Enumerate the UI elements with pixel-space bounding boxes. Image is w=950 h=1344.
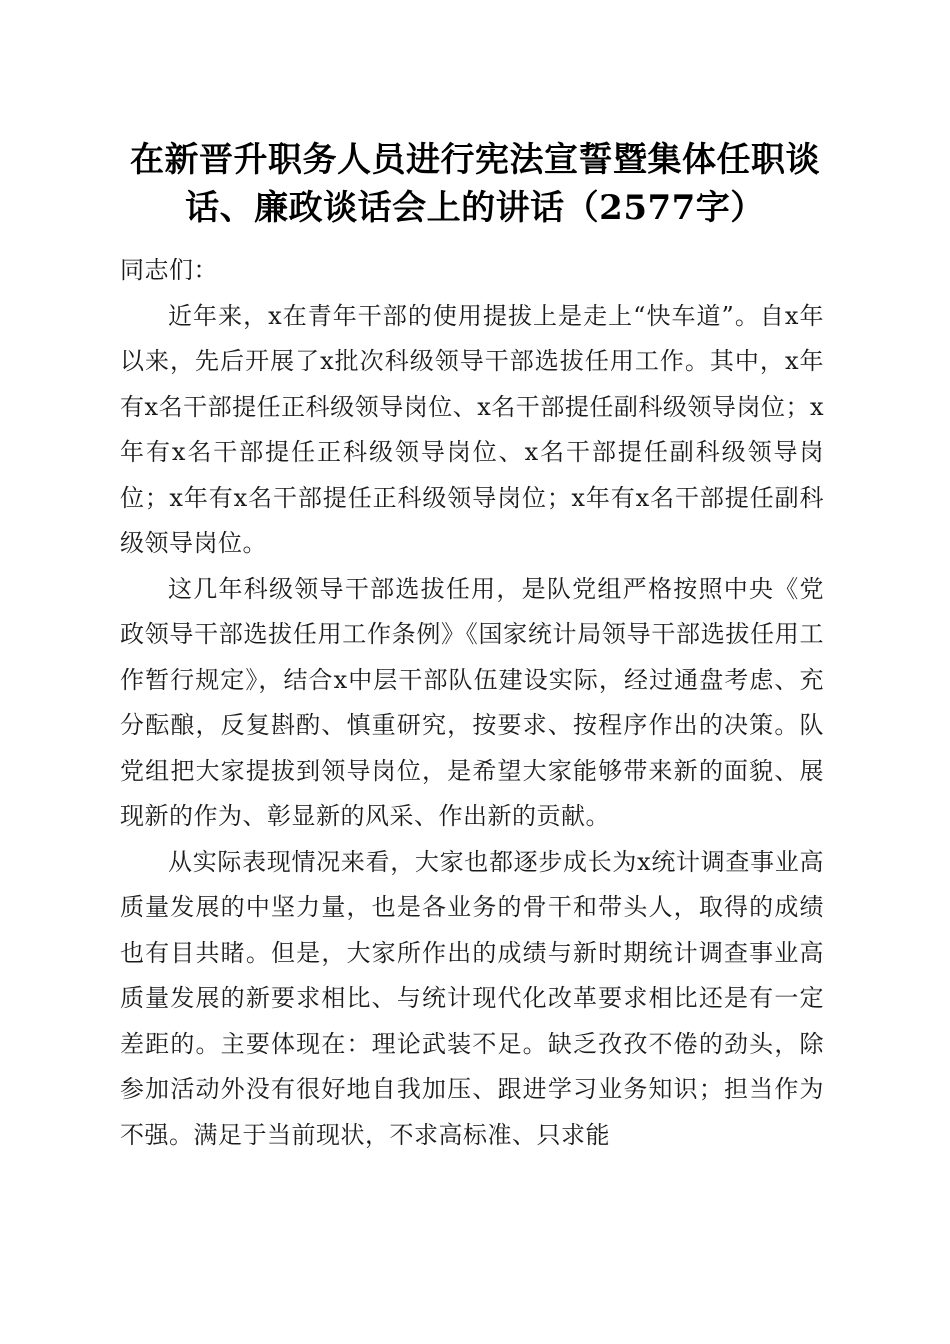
salutation: 同志们： xyxy=(120,256,218,284)
paragraph-3: 从实际表现情况来看，大家也都逐步成长为x统计调查事业高质量发展的中坚力量，也是各业务的骨干和带头人，取得的成绩也有目共睹。但是，大家所作出的成绩与新时期统计调查事业高质量发展的新要求相比、与统计现代化改革要求相比还是有一定差距的。主要体现在：理论武装不足。缺乏孜孜不倦的劲头，除参加活动外没有很好地自我加压、跟进学习业务知识；担当作为不强。满足于当前现状，不求高标准、只求能 xyxy=(120,847,824,1149)
document-body xyxy=(120,248,824,1158)
document-title xyxy=(100,136,850,232)
paragraph-1: 近年来，x在青年干部的使用提拔上是走上“快车道”。自x年以来，先后开展了x批次科级领导干部选拔任用工作。其中，x年有x名干部提任正科级领导岗位、x名干部提任副科级领导岗位；x年有x名干部提任正科级领导岗位、x名干部提任副科级领导岗位；x年有x名干部提任正科级领导岗位；x年有x名干部提任副科级领导岗位。 xyxy=(120,301,824,557)
paragraph-2: 这几年科级领导干部选拔任用，是队党组严格按照中央《党政领导干部选拔任用工作条例》《国家统计局领导干部选拔任用工作暂行规定》，结合x中层干部队伍建设实际，经过通盘考虑、充分酝酿，反复斟酌、慎重研究，按要求、按程序作出的决策。队党组把大家提拔到领导岗位，是希望大家能够带来新的面貌、展现新的作为、彰显新的风采、作出新的贡献。 xyxy=(120,574,824,830)
title-line-1: 在新晋升职务人员进行宪法宣誓暨集体任职谈 xyxy=(130,140,820,180)
title-line-2: 话、廉政谈话会上的讲话（2577字） xyxy=(185,188,765,228)
